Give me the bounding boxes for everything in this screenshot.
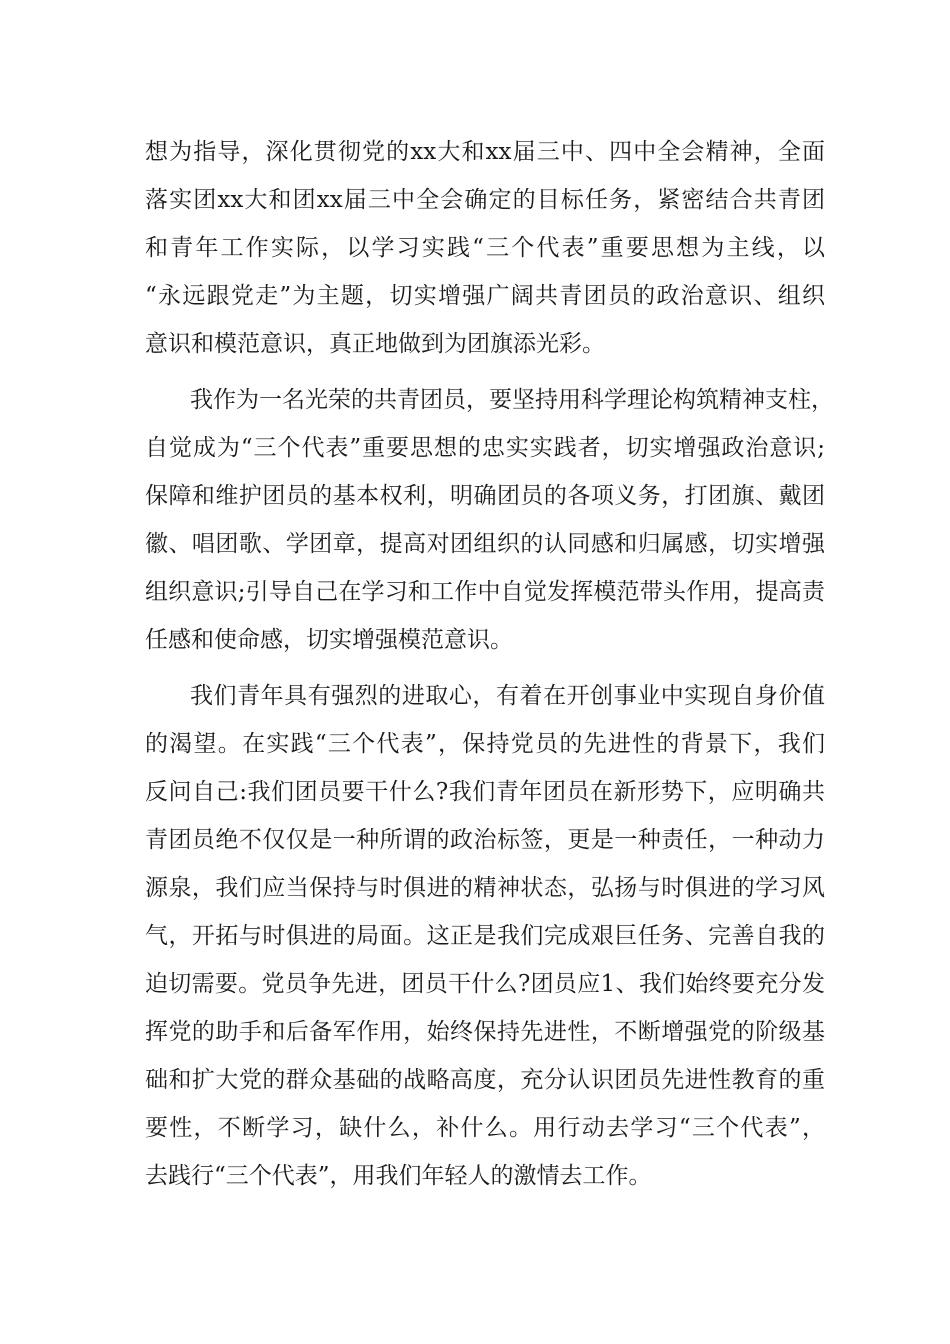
paragraph-3-line-1: 我们青年具有强烈的进取心，有着在开创事业中实现自身价值 [190,683,825,709]
paragraph-3-line-11: 去践行“三个代表”，用我们年轻人的激情去工作。 [145,1163,652,1189]
paragraph-2-line-1: 我作为一名光荣的共青团员，要坚持用科学理论构筑精神支柱， [190,387,834,413]
paragraph-3-line-3: 反问自己:我们团员要干什么?我们青年团员在新形势下，应明确共 [145,779,825,805]
paragraph-3-line-8: 挥党的助手和后备军作用，始终保持先进性，不断增强党的阶级基 [145,1019,825,1045]
paragraph-1-line-1: 想为指导，深化贯彻党的xx大和xx届三中、四中全会精神，全面 [145,139,825,165]
paragraph-2-line-2: 自觉成为“三个代表”重要思想的忠实实践者，切实增强政治意识; [145,435,825,461]
paragraph-3-line-2: 的渴望。在实践“三个代表”，保持党员的先进性的背景下，我们 [145,731,825,757]
paragraph-2-line-3: 保障和维护团员的基本权利，明确团员的各项义务，打团旗、戴团 [145,483,825,509]
paragraph-3-line-4: 青团员绝不仅仅是一种所谓的政治标签，更是一种责任，一种动力 [145,827,825,853]
paragraph-2-line-5: 组织意识;引导自己在学习和工作中自觉发挥模范带头作用，提高责 [145,579,825,605]
paragraph-1-line-3: 和青年工作实际，以学习实践“三个代表”重要思想为主线，以 [145,235,825,261]
paragraph-3-line-5: 源泉，我们应当保持与时俱进的精神状态，弘扬与时俱进的学习风 [145,875,825,901]
paragraph-3-line-10: 要性，不断学习，缺什么，补什么。用行动去学习“三个代表”， [145,1115,825,1141]
paragraph-3-line-9: 础和扩大党的群众基础的战略高度，充分认识团员先进性教育的重 [145,1067,825,1093]
paragraph-3-line-6: 气，开拓与时俱进的局面。这正是我们完成艰巨任务、完善自我的 [145,923,825,949]
paragraph-1-line-5: 意识和模范意识，真正地做到为团旗添光彩。 [145,331,605,357]
paragraph-2-line-6: 任感和使命感，切实增强模范意识。 [145,627,513,653]
paragraph-3-line-7: 迫切需要。党员争先进，团员干什么?团员应1、我们始终要充分发 [145,971,825,997]
paragraph-1-line-4: “永远跟党走”为主题，切实增强广阔共青团员的政治意识、组织 [145,283,825,309]
paragraph-1-line-2: 落实团xx大和团xx届三中全会确定的目标任务，紧密结合共青团 [145,187,825,213]
paragraph-2-line-4: 徽、唱团歌、学团章，提高对团组织的认同感和归属感，切实增强 [145,531,825,557]
